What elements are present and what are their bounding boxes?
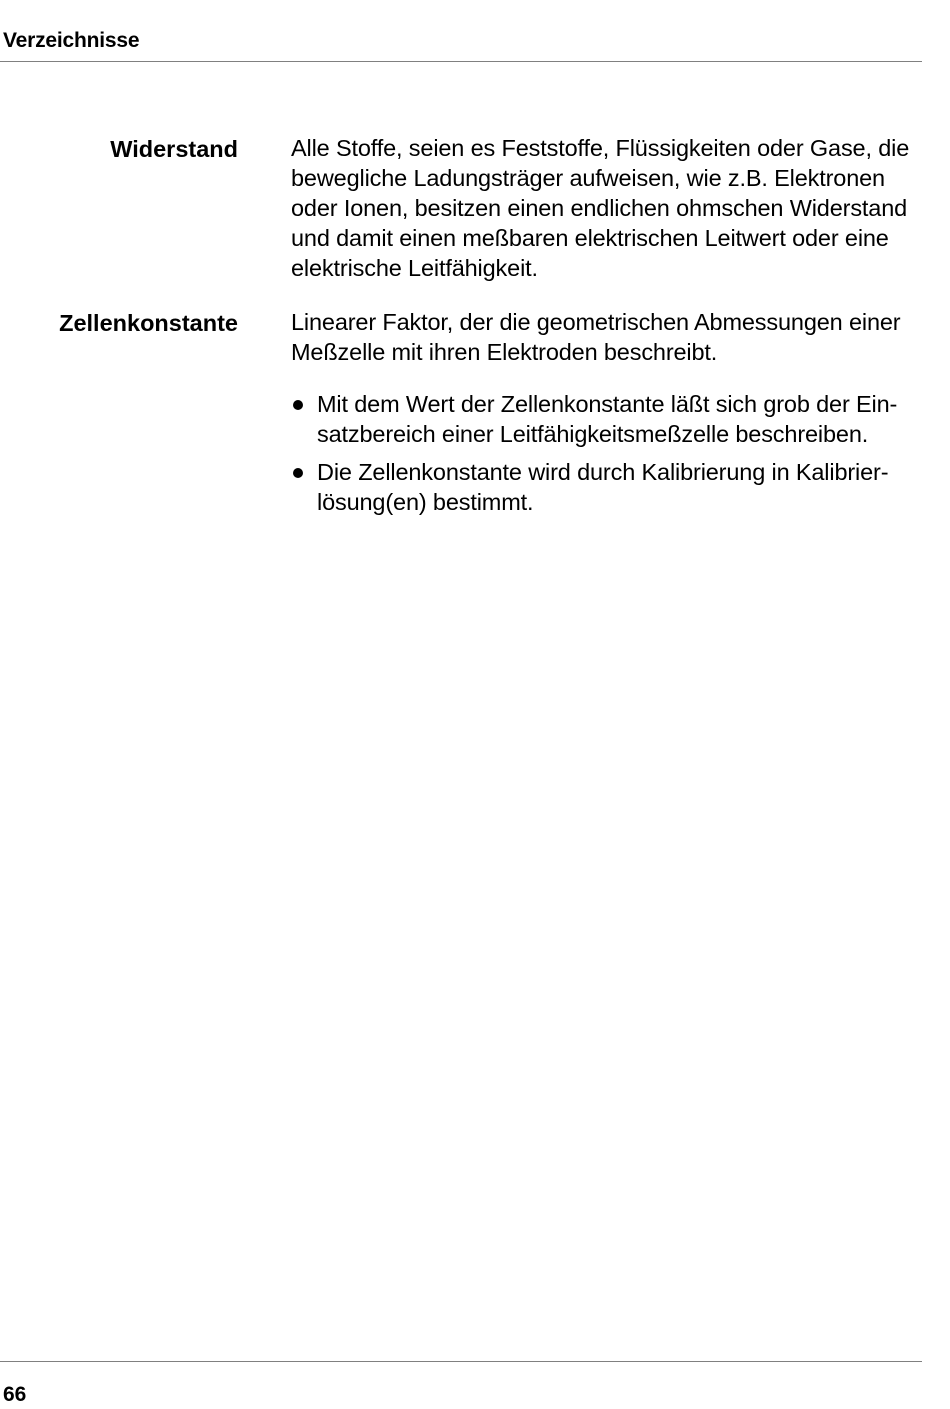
text-line: satzbereich einer Leitfähigkeitsmeßzelle beschreiben.	[317, 421, 869, 447]
glossary-definition	[291, 133, 922, 283]
page-number: 66	[3, 1383, 27, 1406]
header-rule	[0, 61, 922, 62]
text-line: und damit einen meßbaren elektrischen Leitwert oder eine	[291, 225, 889, 251]
bullet-dot-icon	[293, 400, 303, 410]
text-line: oder Ionen, besitzen einen endlichen ohmschen Widerstand	[291, 195, 908, 221]
glossary-term: Widerstand	[110, 136, 238, 162]
glossary-entry-widerstand	[0, 133, 922, 283]
definition-paragraph	[291, 307, 922, 367]
list-item	[291, 457, 922, 517]
list-item	[291, 389, 922, 449]
bullet-dot-icon	[293, 468, 303, 478]
glossary-definition	[291, 307, 922, 525]
footer-rule	[0, 1361, 922, 1362]
bullet-list	[291, 389, 922, 517]
glossary	[0, 133, 922, 549]
text-line: elektrische Leitfähigkeit.	[291, 255, 538, 281]
text-line: Die Zellenkonstante wird durch Kalibrierung in Kalibrier-	[317, 459, 889, 485]
text-line: Linearer Faktor, der die geometrischen Abmessungen einer	[291, 309, 901, 335]
text-line: Alle Stoffe, seien es Feststoffe, Flüssigkeiten oder Gase, die	[291, 135, 910, 161]
text-line: Meßzelle mit ihren Elektroden beschreibt.	[291, 339, 718, 365]
running-header: Verzeichnisse	[3, 29, 140, 52]
glossary-term: Zellenkonstante	[59, 310, 238, 336]
text-line: Mit dem Wert der Zellenkonstante läßt sich grob der Ein-	[317, 391, 898, 417]
definition-paragraph	[291, 133, 922, 283]
glossary-entry-zellenkonstante	[0, 307, 922, 525]
text-line: lösung(en) bestimmt.	[317, 489, 534, 515]
text-line: bewegliche Ladungsträger aufweisen, wie z.B. Elektronen	[291, 165, 885, 191]
